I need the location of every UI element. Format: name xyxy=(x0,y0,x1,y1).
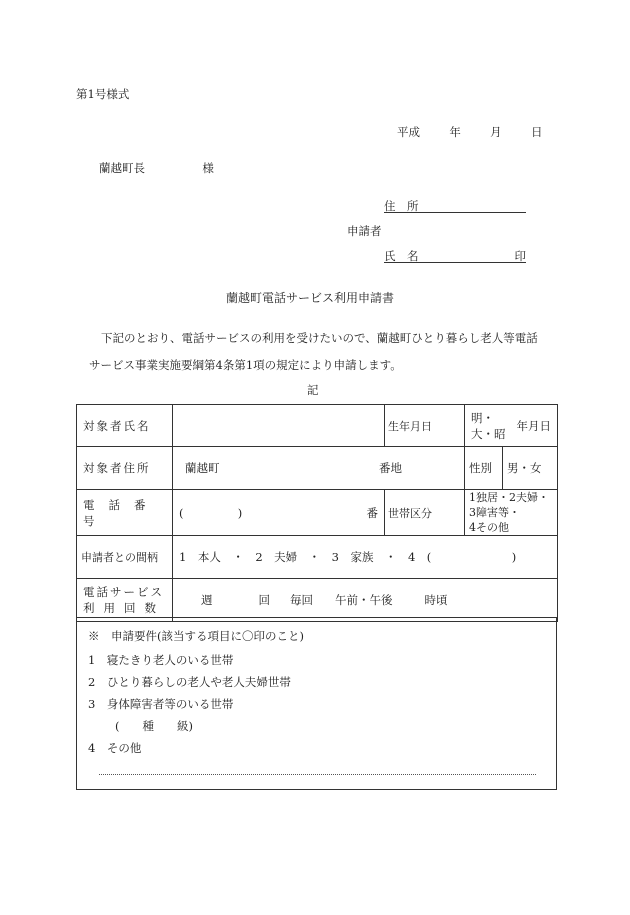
address-label: 住 所 xyxy=(384,199,419,213)
dotted-line xyxy=(99,774,536,775)
dob-label: 生年月日 xyxy=(385,405,465,447)
date-line xyxy=(397,124,542,140)
row-target-name xyxy=(77,405,558,447)
addressee-name: 蘭越町長 xyxy=(99,161,145,175)
target-name-label: 対象者氏名 xyxy=(77,405,173,447)
date-day: 日 xyxy=(530,125,543,139)
requirement-item-1[interactable]: 1 寝たきり老人のいる世帯 xyxy=(88,653,234,667)
row-relationship xyxy=(77,536,558,579)
addressee-honorific: 様 xyxy=(202,161,214,175)
dob-eras: 明・大・昭 xyxy=(471,410,506,441)
phone-ban: 番 xyxy=(366,505,378,520)
row-phone xyxy=(77,490,558,536)
requirement-item-3[interactable]: 3 身体障害者等のいる世帯 xyxy=(88,697,234,711)
dob-day: 日 xyxy=(539,418,551,433)
row-usage xyxy=(77,579,558,622)
household-options[interactable] xyxy=(465,490,558,536)
usage-label-2: 利用回数 xyxy=(83,601,165,615)
usage-times: 回 xyxy=(258,593,270,607)
ki-heading: 記 xyxy=(307,383,319,397)
date-month: 月 xyxy=(490,125,502,139)
form-number: 第1号様式 xyxy=(76,87,130,101)
requirement-grade[interactable]: ( 種 級) xyxy=(115,719,193,733)
requirement-item-2[interactable]: 2 ひとり暮らしの老人や老人夫婦世帯 xyxy=(88,675,291,689)
requirement-item-4[interactable]: 4 その他 xyxy=(88,741,142,755)
sex-label: 性別 xyxy=(465,447,503,490)
requirements-box xyxy=(76,617,557,790)
name-field[interactable] xyxy=(384,248,526,263)
dob-input[interactable] xyxy=(465,405,558,447)
relationship-options[interactable]: 1 本人 ・ 2 夫婦 ・ 3 家族 ・ 4 ( ) xyxy=(173,536,558,579)
phone-paren-open: ( xyxy=(179,505,184,520)
name-label: 氏 名 xyxy=(384,249,419,263)
row-target-address xyxy=(77,447,558,490)
banchi-label: 番地 xyxy=(379,461,402,475)
addressee xyxy=(99,160,214,176)
usage-input[interactable] xyxy=(173,579,558,622)
town-name: 蘭越町 xyxy=(185,461,220,475)
usage-time: 時頃 xyxy=(424,593,448,607)
address-field[interactable] xyxy=(384,198,526,213)
seal-mark: 印 xyxy=(514,249,526,263)
requirements-header: ※ 申請要件(該当する項目に〇印のこと) xyxy=(88,629,304,643)
household-label: 世帯区分 xyxy=(385,490,465,536)
applicant-label: 申請者 xyxy=(347,224,382,238)
document-title: 蘭越町電話サービス利用申請書 xyxy=(226,291,395,305)
usage-ampm: 午前・午後 xyxy=(335,593,393,607)
dob-month: 月 xyxy=(528,418,540,433)
usage-every: 毎回 xyxy=(290,593,313,607)
target-address-input[interactable] xyxy=(173,447,465,490)
usage-label xyxy=(77,579,173,622)
household-options-1: 1独居・2夫婦・3障害等・ xyxy=(469,491,549,519)
usage-week: 週 xyxy=(201,593,213,607)
target-address-label: 対象者住所 xyxy=(77,447,173,490)
phone-input[interactable] xyxy=(173,490,385,536)
body-line-1: 下記のとおり、電話サービスの利用を受けたいので、蘭越町ひとり暮らし老人等電話 xyxy=(101,331,538,345)
sex-options[interactable]: 男・女 xyxy=(503,447,558,490)
date-year: 年 xyxy=(449,125,461,139)
application-table xyxy=(76,404,558,622)
phone-paren-close: ) xyxy=(237,505,243,520)
household-options-2: 4その他 xyxy=(469,521,509,534)
dob-year: 年 xyxy=(516,418,528,433)
phone-label-text: 電話番号 xyxy=(83,497,160,528)
date-era: 平成 xyxy=(397,125,420,139)
body-line-2: サービス事業実施要綱第4条第1項の規定により申請します。 xyxy=(89,358,402,372)
relationship-label: 申請者との間柄 xyxy=(77,536,173,579)
phone-label xyxy=(77,490,173,536)
target-name-input[interactable] xyxy=(173,405,385,447)
usage-label-1: 電話サービス xyxy=(83,585,164,599)
